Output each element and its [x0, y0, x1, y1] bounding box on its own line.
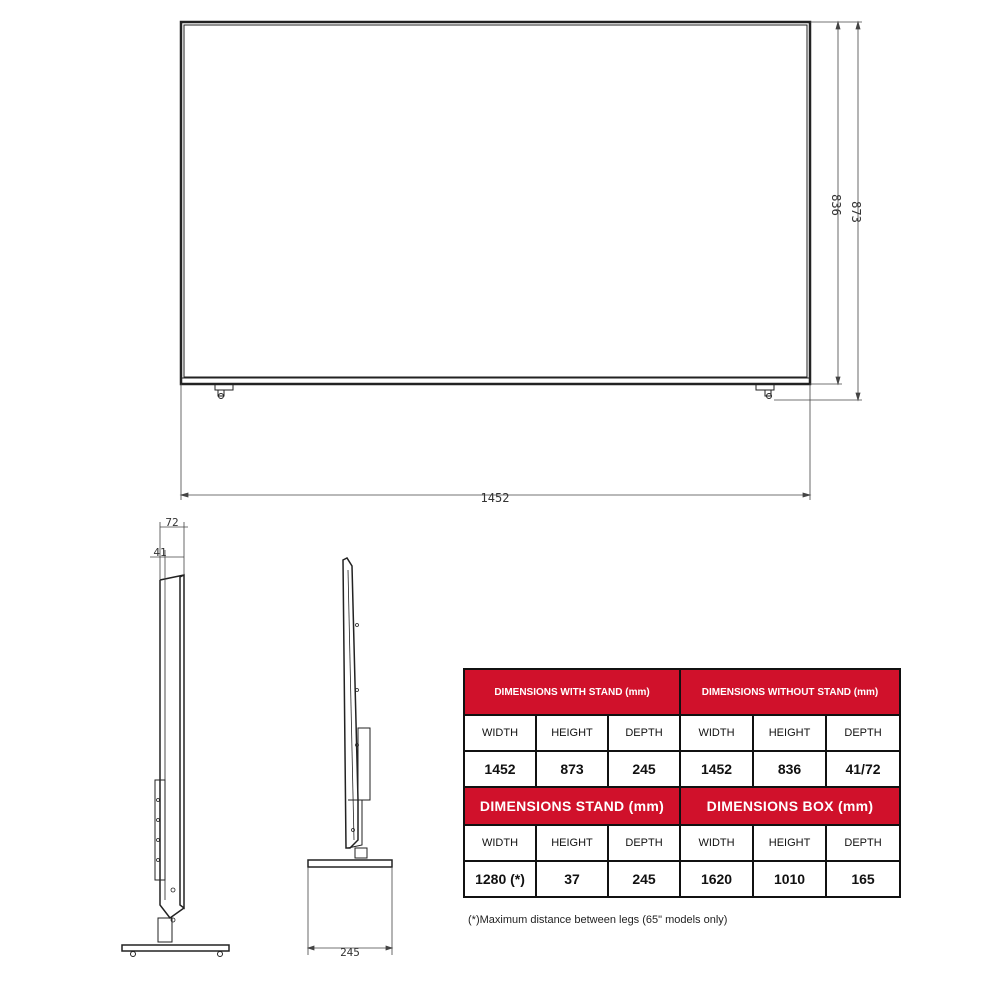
tv-front-outline [181, 22, 810, 384]
stand-height-label: HEIGHT [536, 825, 608, 861]
box-height-label: HEIGHT [753, 825, 826, 861]
box-title: DIMENSIONS BOX (mm) [680, 787, 900, 825]
front-view [181, 22, 810, 399]
with-stand-title: DIMENSIONS WITH STAND (mm) [464, 669, 680, 715]
stand-width-value: 1280 (*) [464, 861, 536, 897]
pedestal-base [308, 860, 392, 867]
with-stand-height-label: HEIGHT [536, 715, 608, 751]
footnote: (*)Maximum distance between legs (65" models only) [468, 914, 728, 926]
tv-front-screen [184, 25, 807, 377]
dim-1452-label: 1452 [480, 491, 510, 505]
dim-72-label: 72 [165, 516, 179, 529]
with-stand-depth-value: 245 [608, 751, 680, 787]
without-stand-width-label: WIDTH [680, 715, 753, 751]
depth-dimensions [150, 522, 188, 600]
with-stand-width-label: WIDTH [464, 715, 536, 751]
without-stand-height-value: 836 [753, 751, 826, 787]
stand-depth-label: DEPTH [608, 825, 680, 861]
stand-width-label: WIDTH [464, 825, 536, 861]
with-stand-height-value: 873 [536, 751, 608, 787]
height-dimensions [774, 22, 862, 400]
box-depth-label: DEPTH [826, 825, 900, 861]
without-stand-height-label: HEIGHT [753, 715, 826, 751]
right-leg [756, 384, 774, 399]
side-view-right [308, 558, 392, 867]
box-height-value: 1010 [753, 861, 826, 897]
with-stand-depth-label: DEPTH [608, 715, 680, 751]
box-width-value: 1620 [680, 861, 753, 897]
width-dimension [181, 384, 810, 500]
spec-table-stand-box-dimensions [463, 786, 901, 898]
without-stand-depth-value: 41/72 [826, 751, 900, 787]
without-stand-depth-label: DEPTH [826, 715, 900, 751]
dim-836-label: 836 [829, 194, 843, 216]
dim-41-label: 41 [153, 546, 167, 559]
dim-873-label: 873 [849, 201, 863, 223]
left-leg [215, 384, 233, 399]
without-stand-width-value: 1452 [680, 751, 753, 787]
box-width-label: WIDTH [680, 825, 753, 861]
stand-title: DIMENSIONS STAND (mm) [464, 787, 680, 825]
with-stand-width-value: 1452 [464, 751, 536, 787]
side-stand-base-left [122, 945, 229, 951]
stand-depth-value: 245 [608, 861, 680, 897]
stand-depth-dimension [308, 867, 392, 955]
dim-245-label: 245 [340, 946, 360, 959]
box-depth-value: 165 [826, 861, 900, 897]
stand-height-value: 37 [536, 861, 608, 897]
spec-table-stand-dimensions [463, 668, 901, 788]
without-stand-title: DIMENSIONS WITHOUT STAND (mm) [680, 669, 900, 715]
side-view-left [122, 575, 229, 957]
